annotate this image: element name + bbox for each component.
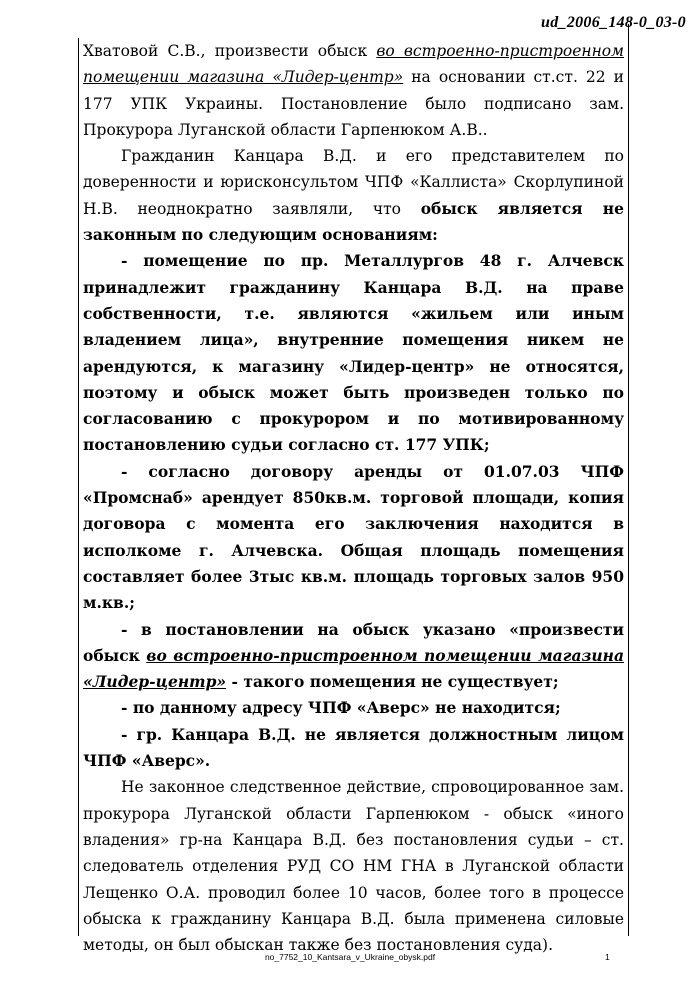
paragraph-2 [83,143,624,248]
footer-filename: no_7752_10_Kantsara_v_Ukraine_obysk.pdf [264,952,436,962]
paragraph-1-text-a: Хватовой С.В., произвести обыск [83,42,377,60]
paragraph-4: - согласно договору аренды от 01.07.03 ЧПФ «Промснаб» арендует 850кв.м. торговой площади, копия договора с момента его заключения находится в исполкоме г. Алчевска. Общая площадь помещения составляет более 3тыс кв.м. площадь торговых залов 950 м.кв.; [83,461,624,613]
paragraph-3: - помещение по пр. Металлургов 48 г. Алчевск принадлежит гражданину Канцара В.Д. на праве собственности, т.е. являются «жильем или иным владением лица», внутренние помещения никем не арендуются, к магазину «Лидер-центр» не относятся, поэтому и обыск может быть произведен только по согласованию с прокурором и по мотивированному постановлению судьи согласно ст. 177 УПК; [83,251,624,455]
right-margin-line [628,24,629,936]
document-id: ud_2006_148-0_03-0 [541,14,686,31]
paragraph-1 [83,38,624,143]
document-body [83,38,624,958]
paragraph-8: Не законное следственное действие, спровоцированное зам. прокурора Луганской области Гарпенюком - обыск «иного владения» гр-на Канцара В.Д. без постановления судьи – ст. следователь отделения РУД СО НМ ГНА в Луганской области Лещенко О.А. проводил более 10 часов, более того в процессе обыска к гражданину Канцара В.Д. была применена силовые методы, он был обыскан также без постановления суда). [83,778,624,955]
paragraph-5-text-a: - в постановлении на обыск указано «произвести обыск [83,619,624,665]
paragraph-6: - по данному адресу ЧПФ «Аверс» не находится; [121,698,561,718]
left-margin-line [78,38,79,936]
paragraph-5-emphasis: во встроенно-пристроенном помещении магазина «Лидер-центр» [83,645,624,692]
footer-page-number: 1 [605,952,610,962]
paragraph-7: - гр. Канцара В.Д. не является должностным лицом ЧПФ «Аверс». [83,724,624,771]
paragraph-5-text-b: - такого помещения не существует; [226,672,559,692]
paragraph-2-text: Гражданин Канцара В.Д. и его представителем по доверенности и юрисконсультом ЧПФ «Каллиста» Скорлупиной Н.В. неоднократно заявляли, что [83,147,624,218]
paragraph-5 [83,617,624,696]
paragraph-2-bold: обыск является не законным по следующим основаниям: [83,198,624,245]
paragraph-1-text-b: на основании ст.ст. 22 и 177 УПК Украины. Постановление было подписано зам. Прокурора Луганской области Гарпенюком А.В.. [83,68,624,139]
paragraph-1-emphasis: во встроенно-пристроенном помещении магазина «Лидер-центр» [83,42,624,87]
